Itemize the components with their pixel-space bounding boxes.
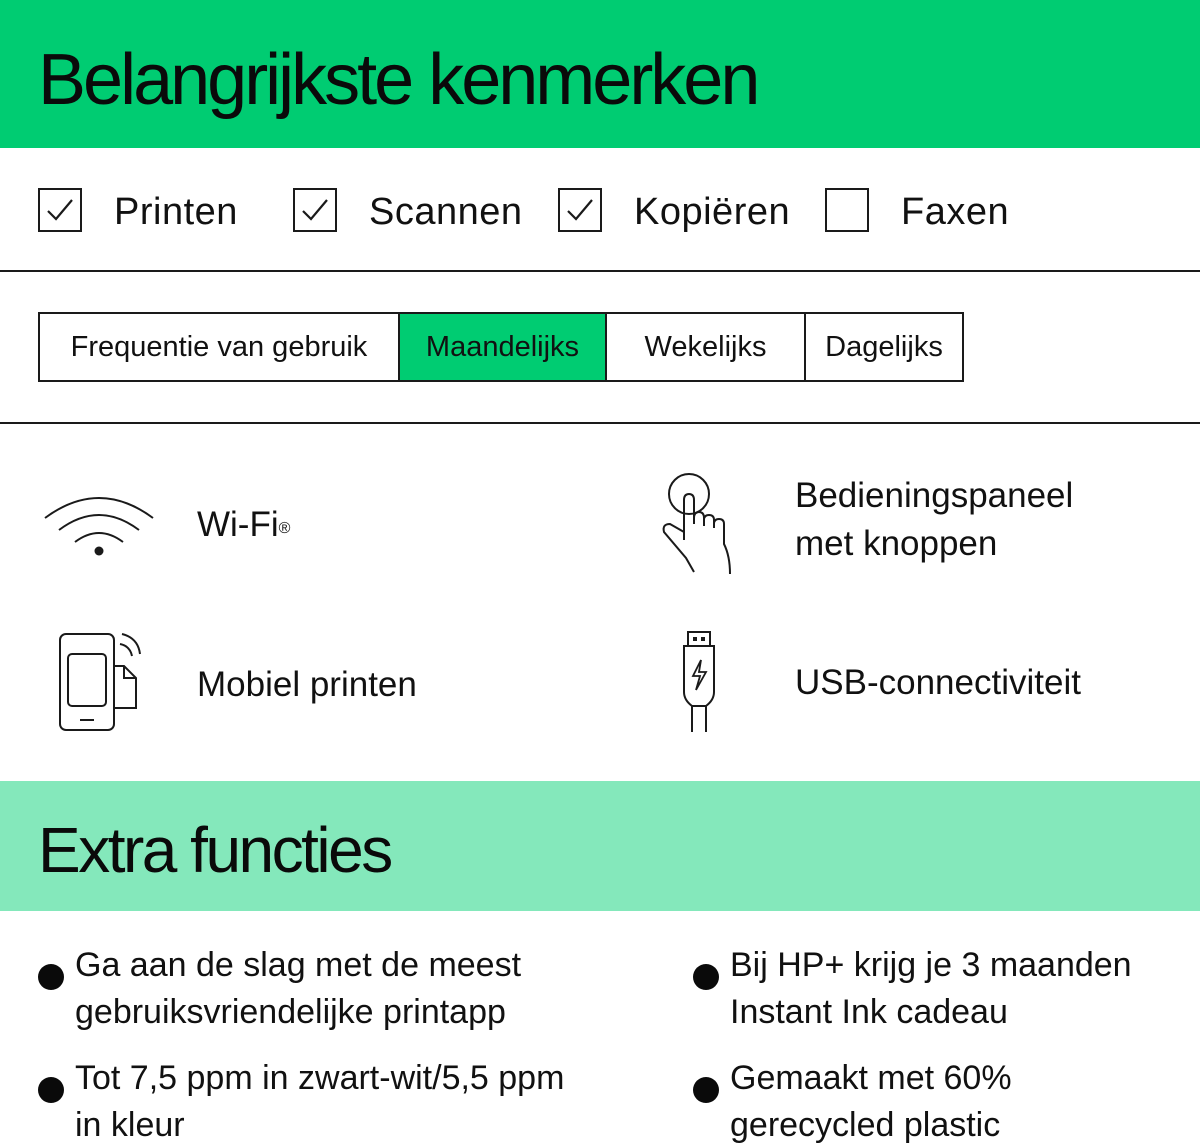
usb-icon xyxy=(676,630,722,734)
checkbox-faxen xyxy=(825,188,869,232)
mobile-print-icon xyxy=(58,630,142,734)
bullet-text: Tot 7,5 ppm in zwart-wit/5,5 ppm in kleur xyxy=(75,1059,565,1144)
registered-mark: ® xyxy=(278,520,291,537)
function-label: Faxen xyxy=(901,191,1010,233)
checkbox-printen xyxy=(38,188,82,232)
frequency-option-wekelijks: Wekelijks xyxy=(607,314,806,380)
frequency-option-dagelijks: Dagelijks xyxy=(825,331,943,363)
bullet-text: Gemaakt met 60% gerecycled plastic xyxy=(730,1059,1012,1144)
functions-row xyxy=(0,186,1200,236)
frequency-option-maandelijks: Maandelijks xyxy=(400,314,607,380)
divider xyxy=(0,270,1200,272)
feature-label-mobile-print: Mobiel printen xyxy=(197,665,417,704)
frequency-table xyxy=(38,312,964,382)
frequency-label: Frequentie van gebruik xyxy=(40,314,400,380)
page-title: Belangrijkste kenmerken xyxy=(38,40,758,120)
feature-label-control-panel: Bedieningspaneel met knoppen xyxy=(795,476,1074,563)
checkbox-scannen xyxy=(293,188,337,232)
feature-label-wifi: Wi-Fi® xyxy=(197,505,291,544)
divider xyxy=(0,422,1200,424)
bullet-text: Ga aan de slag met de meest gebruiksvriendelijke printapp xyxy=(75,946,522,1031)
checkmark-icon xyxy=(299,194,331,226)
function-label: Scannen xyxy=(369,191,523,233)
bullet-icon xyxy=(693,964,719,990)
feature-label-usb: USB-connectiviteit xyxy=(795,663,1081,702)
bullet-icon xyxy=(38,964,64,990)
checkmark-icon xyxy=(44,194,76,226)
checkmark-icon xyxy=(564,194,596,226)
bullet-icon xyxy=(693,1077,719,1103)
bullet-text: Bij HP+ krijg je 3 maanden Instant Ink cadeau xyxy=(730,946,1132,1031)
bullet-icon xyxy=(38,1077,64,1103)
wifi-icon xyxy=(42,492,156,558)
touch-hand-icon xyxy=(656,472,738,576)
function-label: Kopiëren xyxy=(634,191,791,233)
function-label: Printen xyxy=(114,191,238,233)
checkbox-kopieren xyxy=(558,188,602,232)
section-title: Extra functies xyxy=(38,814,391,886)
